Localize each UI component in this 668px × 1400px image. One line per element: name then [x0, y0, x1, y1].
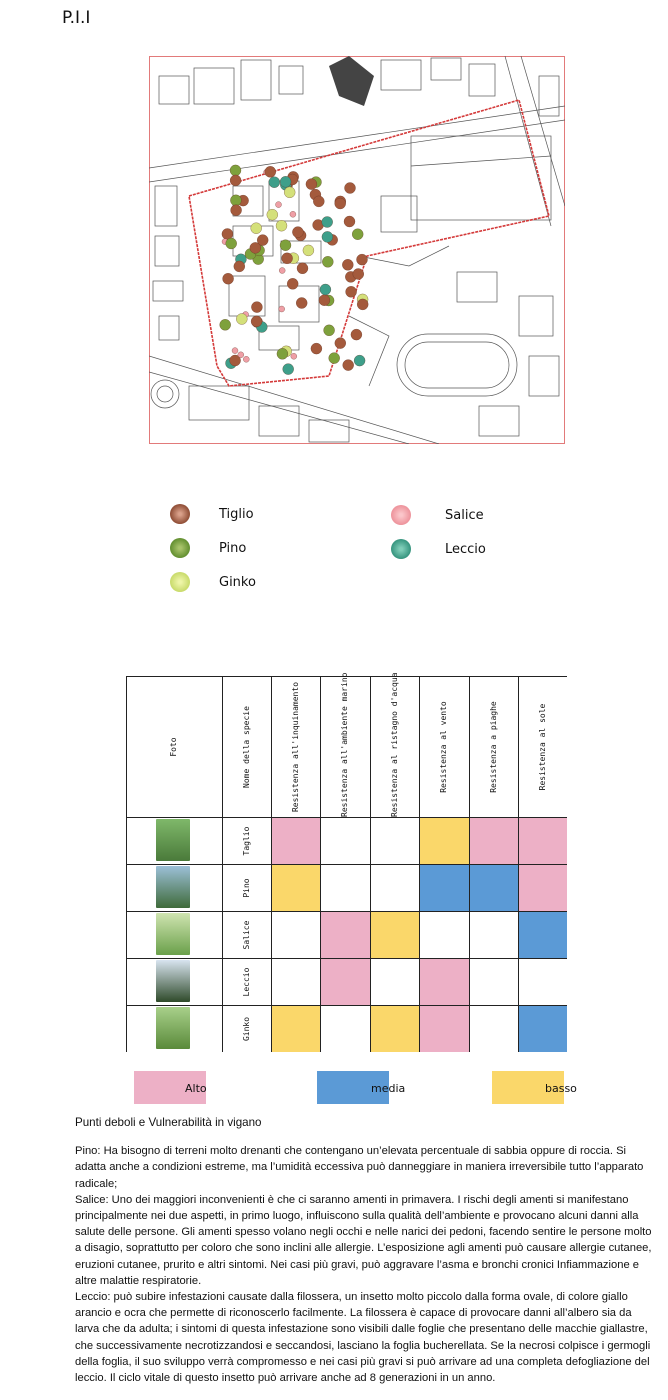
species-name: Leccio [241, 967, 251, 996]
rating-cell [419, 958, 469, 1005]
tree-mark [319, 295, 330, 306]
tree-mark [320, 284, 331, 295]
tree-mark [276, 202, 282, 208]
table-header: Resistenza all'ambiente marino [340, 672, 349, 817]
page-title: P.I.I [62, 8, 91, 28]
table-header: Resistenza a piaghe [488, 700, 498, 793]
tree-photo [156, 1007, 190, 1049]
tree-photo [156, 960, 190, 1002]
table-header: Resistenza al ristagno d'acqua [389, 672, 399, 817]
legend-item-ginko [170, 572, 256, 592]
tree-mark [346, 286, 357, 297]
tree-mark [232, 348, 238, 354]
leccio-icon [391, 539, 411, 559]
tiglio-icon [170, 504, 190, 524]
tree-mark [222, 229, 233, 240]
tree-mark [282, 253, 293, 264]
tree-photo [156, 913, 190, 955]
tree-mark [354, 355, 365, 366]
species-name: Pino [241, 877, 251, 898]
tree-mark [279, 268, 285, 274]
tree-mark [292, 227, 303, 238]
tree-mark [234, 261, 245, 272]
tree-mark [357, 254, 368, 265]
legend-label: Salice [445, 507, 484, 523]
legend-label: Ginko [219, 574, 256, 590]
tree-mark [343, 360, 354, 371]
legend-label: Leccio [445, 541, 486, 557]
tree-mark [230, 195, 241, 206]
species-table [126, 672, 567, 1052]
table-header: Foto [169, 736, 178, 757]
rating-cell [271, 864, 320, 911]
tree-mark [269, 177, 280, 188]
tree-mark [231, 205, 242, 216]
rating-cell [419, 817, 469, 864]
tree-mark [303, 245, 314, 256]
tree-mark [280, 176, 291, 187]
rating-cell [469, 864, 518, 911]
rating-cell [271, 817, 320, 864]
tree-mark [335, 198, 346, 209]
pino-icon [170, 538, 190, 558]
rating-cell [320, 911, 370, 958]
rating-cell [518, 911, 567, 958]
tree-mark [251, 316, 262, 327]
tree-mark [226, 238, 237, 249]
tree-mark [283, 364, 294, 375]
tree-mark [345, 183, 356, 194]
tree-mark [357, 299, 368, 310]
tree-mark [236, 314, 247, 325]
tree-mark [351, 329, 362, 340]
rating-cell [469, 817, 518, 864]
tree-mark [276, 220, 287, 231]
tree-mark [322, 217, 333, 228]
tree-photo [156, 866, 190, 908]
tree-mark [220, 319, 231, 330]
legend-item-salice [391, 505, 484, 525]
tree-mark [306, 179, 317, 190]
rating-cell [518, 1005, 567, 1052]
tree-mark [287, 278, 298, 289]
tree-mark [238, 352, 244, 358]
tree-mark [329, 353, 340, 364]
tree-mark [277, 348, 288, 359]
section-subtitle: Punti deboli e Vulnerabilità in vigano [75, 1116, 262, 1129]
tree-mark [344, 216, 355, 227]
key-media-label: media [371, 1082, 406, 1095]
legend-item-tiglio [170, 504, 254, 524]
paragraph-salice: Salice: Uno dei maggiori inconvenienti è che ci saranno amenti in primavera. I rischi degli amenti si manifestano principalmente nei due aspetti, in primo luogo, influiscono sulla qualità dell’ambiente e provocano alcuni danni alla salute delle persone. Gli amenti spesso volano negli occhi e nelle narici dei pedoni, facendo sentire le persone molto a disagio, soprattutto per coloro che sono inclini alle allergie. L’esposizione agli amenti può causare allergie cutanee, eruzioni cutanee, prurito e altri sintomi. Nei casi più gravi, può aggravare l’asma e bronchi cronici Infiammazione e altre malattie respiratorie. [75, 1193, 652, 1287]
rating-cell [419, 1005, 469, 1052]
ginko-icon [170, 572, 190, 592]
paragraph-leccio: Leccio: può subire infestazioni causate dalla filossera, un insetto molto piccolo dalla forma ovale, di colore giallo arancio e ocra che permette di riconoscerlo facilmente. La filossera è capace di provocare danni all’albero sia da larva che da adulta; i sintomi di questa infestazione sono visibili dalle foglie che presentano delle macchie giallastre, che successivamente necrotizzandosi e seccandosi, lasciano la foglia bucherellata. Se la necrosi colpisce i germogli della foglia, il suo sviluppo verrà compromesso e nei casi più gravi si può arrivare ad una completa defogliazione del leccio. Il ciclo vitale di questo insetto può arrivare anche ad 8 generazioni in un anno. [75, 1291, 651, 1385]
species-name: Taglio [241, 826, 251, 855]
legend-item-pino [170, 538, 246, 558]
tree-mark [322, 256, 333, 267]
tree-mark [279, 306, 285, 312]
rating-cell [370, 911, 419, 958]
tree-mark [251, 223, 262, 234]
tree-mark [335, 338, 346, 349]
tree-mark [322, 231, 333, 242]
table-header: Resistenza al vento [439, 700, 448, 793]
tree-mark [230, 175, 241, 186]
species-name: Salice [241, 920, 251, 949]
key-alto-label: Alto [185, 1082, 207, 1095]
tree-mark [243, 356, 249, 362]
paragraph-pino: Pino: Ha bisogno di terreni molto drenanti che contengano un’elevata percentuale di sabbia oppure di roccia. Si adatta anche a condizioni estreme, ma l’umidità eccessiva può danneggiare in maniera irreversibile tutto l’apparato radicale; [75, 1145, 644, 1190]
legend-label: Tiglio [219, 506, 254, 522]
tree-mark [296, 298, 307, 309]
rating-cell [320, 958, 370, 1005]
tree-mark [324, 325, 335, 336]
rating-cell [271, 1005, 320, 1052]
key-basso-label: basso [545, 1082, 577, 1095]
table-header: Nome della specie [241, 705, 251, 788]
legend-item-leccio [391, 539, 486, 559]
tree-photo [156, 819, 190, 861]
site-map [149, 56, 565, 444]
tree-mark [313, 196, 324, 207]
tree-mark [353, 269, 364, 280]
rating-cell [518, 864, 567, 911]
tree-mark [280, 240, 291, 251]
rating-cell [419, 864, 469, 911]
tree-mark [267, 209, 278, 220]
tree-mark [290, 211, 296, 217]
table-header: Resistenza al sole [537, 703, 547, 790]
tree-mark [265, 166, 276, 177]
table-header: Resistenza all'inquinamento [290, 681, 300, 812]
vulnerability-text [75, 1115, 655, 1386]
tree-mark [251, 302, 262, 313]
tree-mark [342, 259, 353, 270]
rating-cell [370, 1005, 419, 1052]
tree-mark [223, 273, 234, 284]
rating-cell [518, 817, 567, 864]
salice-icon [391, 505, 411, 525]
tree-mark [297, 263, 308, 274]
tree-mark [230, 165, 241, 176]
tree-mark [284, 187, 295, 198]
tree-mark [291, 353, 297, 359]
species-name: Ginko [241, 1016, 251, 1041]
tree-mark [311, 343, 322, 354]
tree-mark [352, 229, 363, 240]
tree-mark [257, 235, 268, 246]
legend-label: Pino [219, 540, 247, 556]
